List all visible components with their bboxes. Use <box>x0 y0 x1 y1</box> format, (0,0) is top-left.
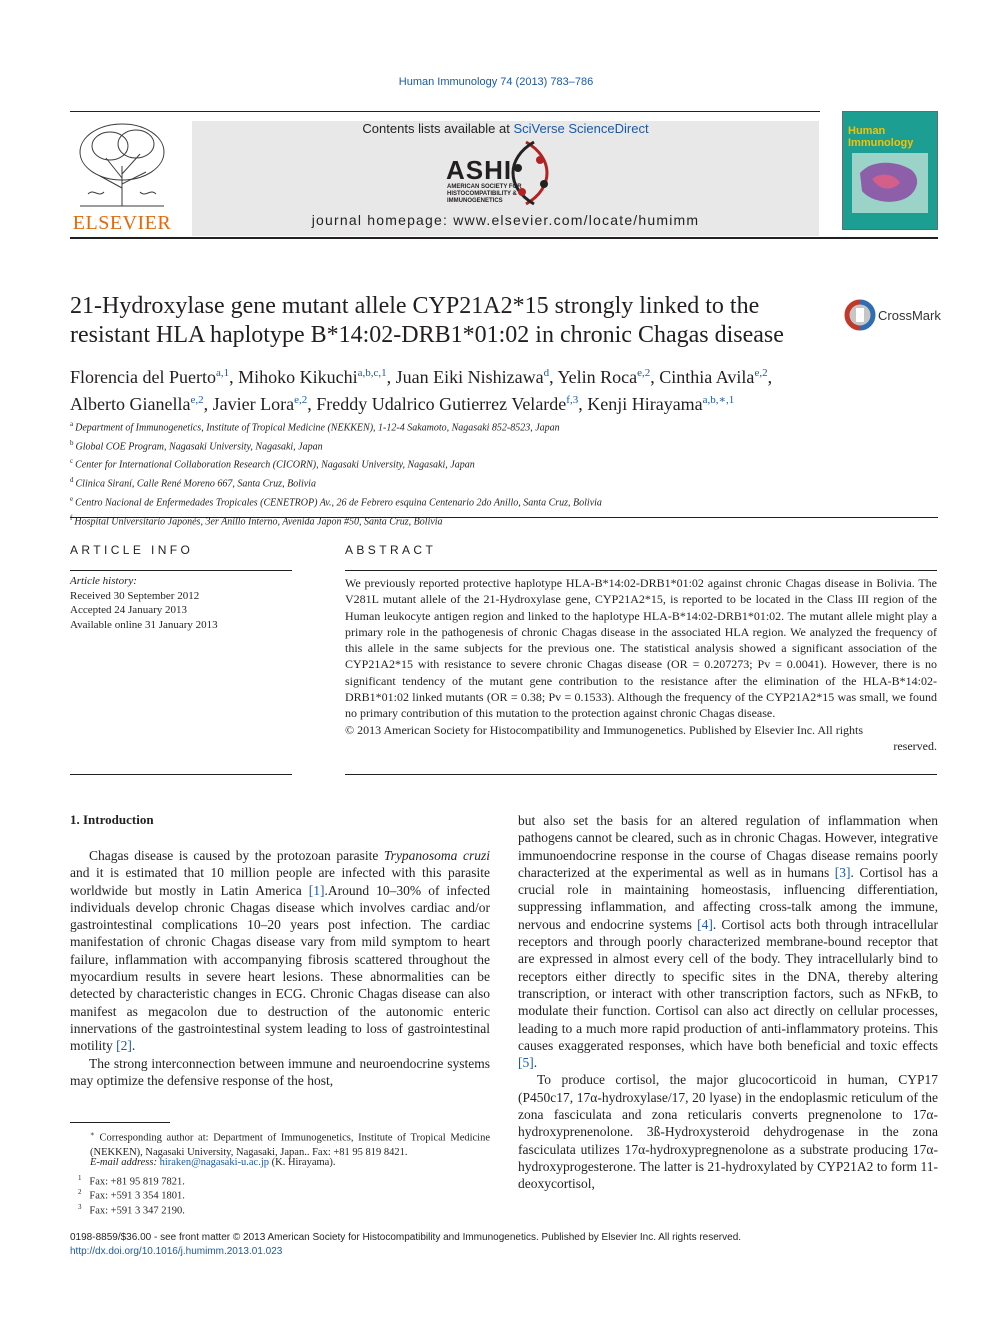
affiliation-text: Clinica Siraní, Calle René Moreno 667, Santa Cruz, Bolivia <box>75 478 316 490</box>
affiliation-text: Global COE Program, Nagasaki University, Nagasaki, Japan <box>75 441 323 453</box>
affiliation-item <box>70 473 950 492</box>
author-affil-marks[interactable]: d <box>543 367 550 379</box>
author-affil-marks[interactable]: f,3 <box>566 394 579 406</box>
affiliation-item <box>70 436 950 455</box>
author-name: Alberto Gianella <box>70 394 191 414</box>
affiliation-rule <box>70 517 938 518</box>
elsevier-tree-logo <box>70 118 174 210</box>
elsevier-wordmark: ELSEVIER <box>72 212 172 234</box>
citation-link[interactable]: [3] <box>834 864 851 880</box>
footnote-mark: ∗ <box>90 1130 95 1138</box>
footnote-rule <box>70 1122 170 1123</box>
title-line-1: 21-Hydroxylase gene mutant allele CYP21A2*15 strongly linked to the <box>70 293 760 319</box>
affiliation-key: e <box>70 494 74 503</box>
author-sep: , <box>203 394 213 414</box>
intro-paragraph-2: The strong interconnection between immune and neuroendocrine systems may optimize the defensive response of the host, <box>70 1055 490 1088</box>
journal-homepage <box>192 212 819 228</box>
author-affil-marks[interactable]: e,2 <box>754 367 768 379</box>
footnote-text: Fax: +81 95 819 7821. <box>89 1176 185 1188</box>
author-name: Yelin Roca <box>557 367 638 387</box>
author-name: Florencia del Puerto <box>70 367 216 387</box>
author-sep: , <box>767 367 773 387</box>
abstract-bottom-rule <box>345 774 937 775</box>
author-name: Javier Lora <box>212 394 295 414</box>
accepted-date: Accepted 24 January 2013 <box>70 604 187 616</box>
received-date: Received 30 September 2012 <box>70 590 200 602</box>
affiliation-text: Hospital Universitario Japonés, 3er Anillo Interno, Avenida Japon #50, Santa Cruz, Bolivia <box>74 516 443 527</box>
online-date: Available online 31 January 2013 <box>70 619 218 631</box>
crossmark-icon[interactable] <box>843 298 877 332</box>
footnote-mark: 3 <box>78 1203 82 1211</box>
text-run: .Around 10–30% of infected individuals develop chronic Chagas disease which involves cardiac and/or gastrointestinal complications 10–20 years post infection. The cardiac manifestation of chronic Chagas disease vary from mild symptom to heart failure, inflammation with accompanying fibrosis scattered throughout the myocardium results in severe heart lesions. These abnormalities can be detected by characteristic changes in ECG. Chronic Chagas disease can also manifest as megacolon due to destruction of the autonomic enteric innervations of the gastrointestinal system leading to loss of gastrointestinal motility <box>70 882 490 1054</box>
author-name: Mihoko Kikuchi <box>238 367 358 387</box>
footnote-text: Fax: +591 3 347 2190. <box>89 1205 185 1217</box>
abstract-heading: ABSTRACT <box>345 543 437 557</box>
author-affil-marks[interactable]: a,b,c,1 <box>357 367 387 379</box>
ashi-name-line: AMERICAN SOCIETY FOR <box>447 184 522 190</box>
citation-link[interactable]: [2] <box>116 1038 132 1054</box>
journal-reference[interactable]: Human Immunology 74 (2013) 783–786 <box>398 76 594 88</box>
author-sep: , <box>650 367 660 387</box>
intro-paragraph-3 <box>518 812 938 1071</box>
homepage-prefix: journal homepage: <box>311 212 454 228</box>
header-bottom-rule <box>70 237 938 239</box>
header-top-rule <box>70 111 820 112</box>
abstract-copyright: © 2013 American Society for Histocompatibility and Immunogenetics. Published by Elsevier Inc. All rights <box>345 722 864 737</box>
author-line-1 <box>70 362 950 389</box>
fax-note <box>70 1200 490 1219</box>
author-sep: , <box>229 367 239 387</box>
affiliation-key: b <box>70 438 74 447</box>
text-run: . Cortisol acts both through intracellular receptors and through poorly characterized membrane-bound receptor that are expressed in almost every cell of the body. They intracellularly bind to receptors either directly to specific sites in the DNA, thereby altering transcription, or interact with other transcription factors, such as NFκB, to modulate their function. Cortisol can also act directly on cellular processes, leading to a much more rapid production of anti-inflammatory proteins. This causes exaggerated responses, which have both beneficial and toxic effects <box>518 916 938 1053</box>
footnote-text: Fax: +591 3 354 1801. <box>89 1190 185 1202</box>
cover-title <box>848 125 913 149</box>
intro-paragraph-4: To produce cortisol, the major glucocorticoid in human, CYP17 (P450c17, 17α-hydroxylase/17, 20 lyase) in the endoplasmic reticulum of the zona fasciculata and zona reticularis converts pregnenolone to 17α-hydroxyprenenolone. 3ß-Hydroxysteroid dehydrogenase in the zona fasciculata utilizes 17α-hydroxypregnenolone as a substrate producing 17α-hydroxyprogesterone. The latter is 21-hydroxylated by CYP21A2 to form 11-deoxycortisol, <box>518 1072 938 1192</box>
author-sep: , <box>549 367 558 387</box>
footnote-mark: 2 <box>78 1188 82 1196</box>
email-note <box>70 1156 490 1171</box>
title-line-2: resistant HLA haplotype B*14:02-DRB1*01:02 in chronic Chagas disease <box>70 322 784 348</box>
cover-title-line: Human <box>848 125 886 137</box>
footnote-mark: 1 <box>78 1174 82 1182</box>
affiliation-key: d <box>70 476 74 485</box>
homepage-url[interactable]: www.elsevier.com/locate/humimm <box>453 212 700 228</box>
author-name: Freddy Udalrico Gutierrez Velarde <box>316 394 567 414</box>
cover-map-image <box>852 153 928 213</box>
text-run: . <box>533 1055 538 1071</box>
affiliation-text: Center for International Collaboration Research (CICORN), Nagasaki University, Nagasaki, Japan <box>75 459 475 471</box>
affiliation-item <box>70 454 950 473</box>
text-run: Chagas disease is caused by the protozoan parasite <box>89 848 384 863</box>
ashi-name-line: IMMUNOGENETICS <box>447 198 503 204</box>
doi-link[interactable]: http://dx.doi.org/10.1016/j.humimm.2013.01.023 <box>70 1246 283 1257</box>
email-link[interactable]: hiraken@nagasaki-u.ac.jp <box>159 1157 269 1168</box>
ashi-name-line: HISTOCOMPATIBILITY & <box>447 191 517 197</box>
issn-line: 0198-8859/$36.00 - see front matter © 2013 American Society for Histocompatibility and Immunogenetics. Published by Elsevier Inc. All rights reserved. <box>70 1232 742 1243</box>
author-name: Kenji Hirayama <box>587 394 703 414</box>
contents-prefix: Contents lists available at <box>362 121 514 136</box>
author-affil-marks[interactable]: a,1 <box>215 367 230 379</box>
article-title <box>70 292 830 350</box>
affiliation-text: Centro Nacional de Enfermedades Tropicales (CENETROP) Av., 26 de Febrero esquina Centenario 2do Anillo, Santa Cruz, Bolivia <box>75 497 602 509</box>
affiliation-key: c <box>70 457 74 466</box>
author-affil-marks[interactable]: e,2 <box>637 367 651 379</box>
author-affil-marks[interactable]: e,2 <box>190 394 204 406</box>
text-run: and it is estimated that 10 million people are infected with this parasite worldwide but mostly in Latin America <box>70 865 490 898</box>
ashi-acronym: ASHI <box>446 155 513 185</box>
abstract-body <box>345 575 937 754</box>
author-name: Cinthia Avila <box>659 367 755 387</box>
email-label: E-mail address: <box>90 1157 157 1168</box>
ashi-society-name <box>447 184 522 205</box>
affiliation-text: Department of Immunogenetics, Institute of Tropical Medicine (NEKKEN), 1-12-4 Sakamoto, Nagasaki 852-8523, Japan <box>75 422 560 434</box>
author-list <box>70 362 950 416</box>
author-affil-marks[interactable]: e,2 <box>294 394 308 406</box>
abstract-rule <box>345 570 937 571</box>
abstract-text: We previously reported protective haplotype HLA-B*14:02-DRB1*01:02 against chronic Chagas disease in Bolivia. The V281L mutant allele of the 21-Hydroxylase gene, CYP21A2*15, is reported to be located in the Class III region of the Human leukocyte antigen region and linked to the haplotype HLA-B*14:02-DRB1*01:02. The mutant allele might play a primary role in the pathogenesis of chronic Chagas disease in the associated HLA region. We analyzed the frequency of this allele in the same subjects for the previous one. The statistical analysis showed a significant association of the CYP21A2*15 with resistance to severe chronic Chagas disease (OR = 0.207273; Pv = 0.0041). However, there is no significant tendency of the mutant gene contribution to the resistance after the elimination of the HLA-B*14:02-DRB1*01:02 linked mutants (OR = 0.38; Pv = 0.1533). Although the frequency of the CYP21A2*15 was small, we found no primary contribution of this mutation to the protection against chronic Chagas disease. <box>345 576 937 721</box>
affiliation-list <box>70 417 950 529</box>
left-column-body <box>70 847 490 1089</box>
author-line-2 <box>70 389 950 416</box>
affiliation-key: a <box>70 420 74 428</box>
footnote-text: Corresponding author at: Department of Immunogenetics, Institute of Tropical Medicine (NEKKEN), Nagasaki University, Nagasaki, Japan.. Fax: +81 95 819 8421. <box>90 1132 491 1159</box>
contents-availability <box>192 121 819 136</box>
citation-link[interactable]: [4] <box>697 916 713 932</box>
text-run: . Cortisol has a crucial role in maintaining homeostasis, influencing differentiation, suppressing inflammation, and affecting cross-talk among the immune, nervous and endocrine systems <box>518 864 938 932</box>
article-info-heading: ARTICLE INFO <box>70 543 194 557</box>
email-suffix: (K. Hirayama). <box>268 1157 336 1168</box>
affiliation-item <box>70 417 950 436</box>
citation-link[interactable]: [5] <box>518 1055 534 1071</box>
author-name: Juan Eiki Nishizawa <box>395 367 544 387</box>
article-info-rule <box>70 570 292 571</box>
text-run: . <box>131 1038 136 1054</box>
text-run: but also set the basis for an altered regulation of inflammation when pathogens cannot be cleared, such as in chronic Chagas. However, integrative immunoendocrine response in the course of Chagas disease remains poorly characterized at the experimental as well as in humans <box>518 813 938 880</box>
affiliation-item <box>70 492 950 511</box>
author-sep: , <box>386 367 396 387</box>
article-info-bottom-rule <box>70 774 292 775</box>
citation-link[interactable]: [1] <box>308 882 325 898</box>
author-sep: , <box>578 394 588 414</box>
species-name: Trypanosoma cruzi <box>383 848 490 863</box>
cover-title-line: Immunology <box>848 137 914 149</box>
affiliation-key: f <box>70 513 73 522</box>
author-sep: , <box>307 394 317 414</box>
sciencedirect-link[interactable]: SciVerse ScienceDirect <box>513 121 649 136</box>
right-column-body <box>518 812 938 1193</box>
affiliation-item <box>70 511 950 530</box>
section-heading-introduction: 1. Introduction <box>70 812 154 827</box>
abstract-copyright-end: reserved. <box>893 738 937 753</box>
crossmark-label[interactable]: CrossMark <box>878 308 941 323</box>
author-affil-marks[interactable]: a,b,∗,1 <box>702 394 735 406</box>
history-label: Article history: <box>70 575 137 587</box>
intro-paragraph-1 <box>70 847 490 1055</box>
